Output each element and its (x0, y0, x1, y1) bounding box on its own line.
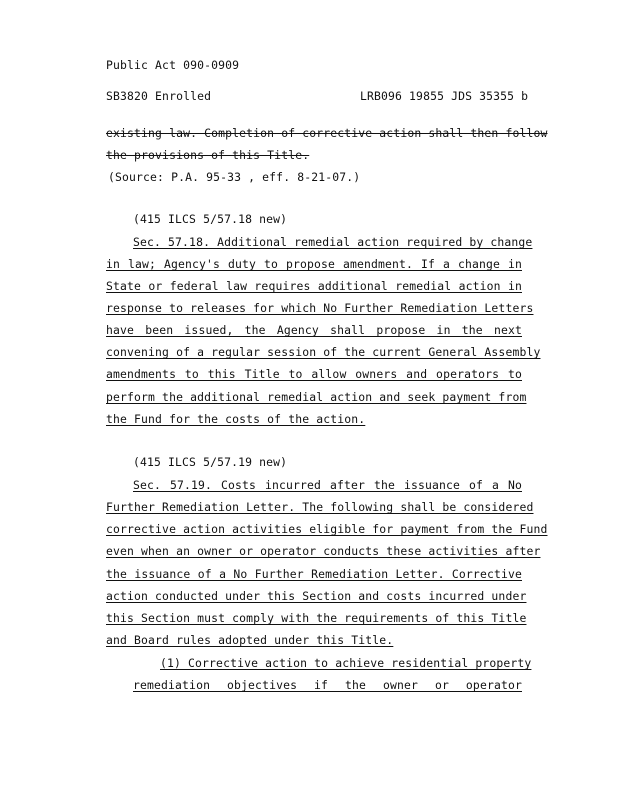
section-text-line: action conducted under this Section and costs incurred under (106, 589, 527, 603)
section-text-line: State or federal law requires additional remedial action in (106, 279, 522, 293)
section-citation: (415 ILCS 5/57.19 new) (133, 455, 288, 469)
section-text-line: the issuance of a No Further Remediation Letter. Corrective (106, 567, 522, 581)
section-text-line: in law; Agency's duty to propose amendment. If a change in (106, 257, 522, 271)
struck-text-line: the provisions of this Title. (106, 148, 310, 162)
section-text-line: Further Remediation Letter. The following shall be considered (106, 500, 534, 514)
section-text-line: amendments to this Title to allow owners and operators to (106, 367, 522, 381)
list-item-text-line: remediation objectives if the owner or operator (133, 678, 522, 692)
section-text-line: even when an owner or operator conducts these activities after (106, 544, 541, 558)
list-item-text-line: (1) Corrective action to achieve residential property (160, 656, 532, 670)
section-text-line: convening of a regular session of the current General Assembly (106, 345, 541, 359)
struck-text-line: existing law. Completion of corrective action shall then follow (106, 126, 548, 140)
section-text-line: Sec. 57.18. Additional remedial action required by change (133, 235, 533, 249)
section-text-line: response to releases for which No Further Remediation Letters (106, 301, 534, 315)
section-text-line: this Section must comply with the requirements of this Title (106, 611, 527, 625)
source-citation: (Source: P.A. 95-33 , eff. 8-21-07.) (108, 170, 361, 184)
section-text-line: the Fund for the costs of the action. (106, 412, 366, 426)
section-citation: (415 ILCS 5/57.18 new) (133, 212, 288, 226)
bill-number: SB3820 Enrolled (106, 89, 212, 103)
section-text-line: corrective action activities eligible for payment from the Fund (106, 522, 548, 536)
public-act-header: Public Act 090-0909 (106, 58, 240, 72)
lrb-number: LRB096 19855 JDS 35355 b (360, 89, 529, 103)
section-text-line: have been issued, the Agency shall propose in the next (106, 323, 522, 337)
section-text-line: Sec. 57.19. Costs incurred after the issuance of a No (133, 478, 522, 492)
section-text-line: and Board rules adopted under this Title. (106, 633, 394, 647)
section-text-line: perform the additional remedial action and seek payment from (106, 390, 527, 404)
